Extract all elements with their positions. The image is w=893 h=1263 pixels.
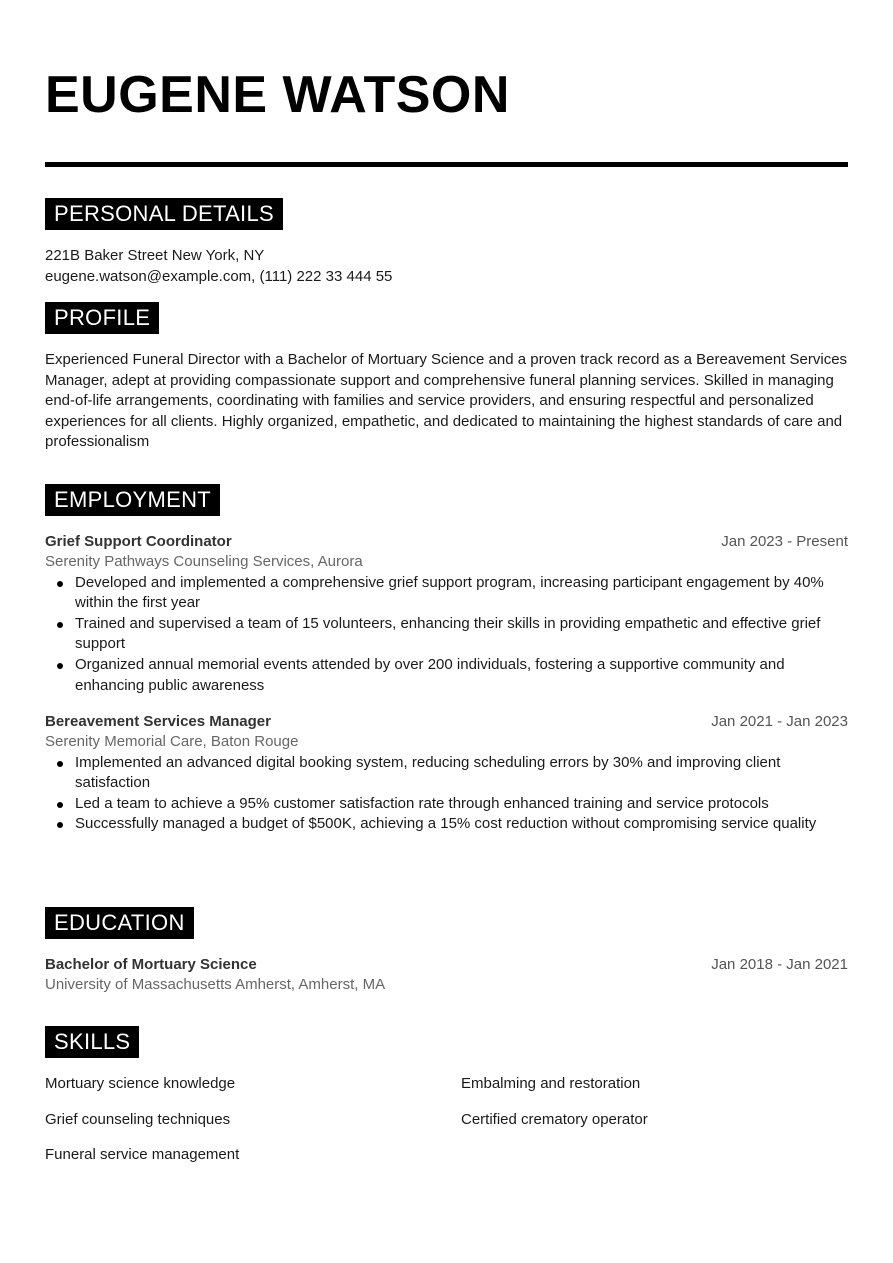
section-title-profile: PROFILE	[45, 302, 159, 334]
contact-line: eugene.watson@example.com, (111) 222 33 444 55	[45, 268, 393, 285]
address-line: 221B Baker Street New York, NY	[45, 247, 265, 264]
employment-entry	[45, 711, 848, 835]
header-divider	[45, 162, 848, 167]
skill-item: Mortuary science knowledge	[45, 1075, 236, 1092]
job-title: Grief Support Coordinator	[45, 533, 232, 550]
education-entry	[45, 954, 848, 996]
job-bullet: Organized annual memorial events attended by over 200 individuals, fostering a supportive community and enhancing public awareness	[45, 655, 848, 696]
job-bullet: Developed and implemented a comprehensive grief support program, increasing participant engagement by 40% within the first year	[45, 573, 848, 614]
profile-summary: Experienced Funeral Director with a Bachelor of Mortuary Science and a proven track record as a Bereavement Services Manager, adept at providing compassionate support and comprehensive funeral planning services. Skilled in managing end-of-life arrangements, coordinating with families and service providers, and ensuring respectful and personalized experiences for all clients. Highly organized, empathetic, and dedicated to maintaining the highest standards of care and professionalism	[45, 351, 848, 451]
section-title-employment: EMPLOYMENT	[45, 484, 220, 516]
skill-item: Funeral service management	[45, 1146, 240, 1163]
section-title-skills: SKILLS	[45, 1026, 139, 1058]
education-dates: Jan 2018 - Jan 2021	[711, 956, 848, 973]
school-name: University of Massachusetts Amherst, Amherst, MA	[45, 976, 386, 993]
skill-item: Grief counseling techniques	[45, 1111, 231, 1128]
section-title-personal-details: PERSONAL DETAILS	[45, 198, 283, 230]
job-bullet: Led a team to achieve a 95% customer satisfaction rate through enhanced training and service protocols	[45, 794, 848, 815]
job-title: Bereavement Services Manager	[45, 713, 271, 730]
job-bullet: Successfully managed a budget of $500K, achieving a 15% cost reduction without compromising service quality	[45, 814, 848, 835]
candidate-name: EUGENE WATSON	[45, 66, 510, 124]
job-bullets	[45, 753, 848, 835]
job-bullet: Trained and supervised a team of 15 volunteers, enhancing their skills in providing empathetic and effective grief support	[45, 614, 848, 655]
job-dates: Jan 2021 - Jan 2023	[711, 713, 848, 730]
job-dates: Jan 2023 - Present	[721, 533, 848, 550]
job-organization: Serenity Pathways Counseling Services, Aurora	[45, 553, 363, 570]
job-bullet: Implemented an advanced digital booking system, reducing scheduling errors by 30% and improving client satisfaction	[45, 753, 848, 794]
section-title-education: EDUCATION	[45, 907, 194, 939]
job-bullets	[45, 573, 848, 697]
employment-entry	[45, 531, 848, 696]
degree-title: Bachelor of Mortuary Science	[45, 956, 257, 973]
skill-item: Certified crematory operator	[461, 1111, 648, 1128]
skill-item: Embalming and restoration	[461, 1075, 641, 1092]
job-organization: Serenity Memorial Care, Baton Rouge	[45, 733, 299, 750]
